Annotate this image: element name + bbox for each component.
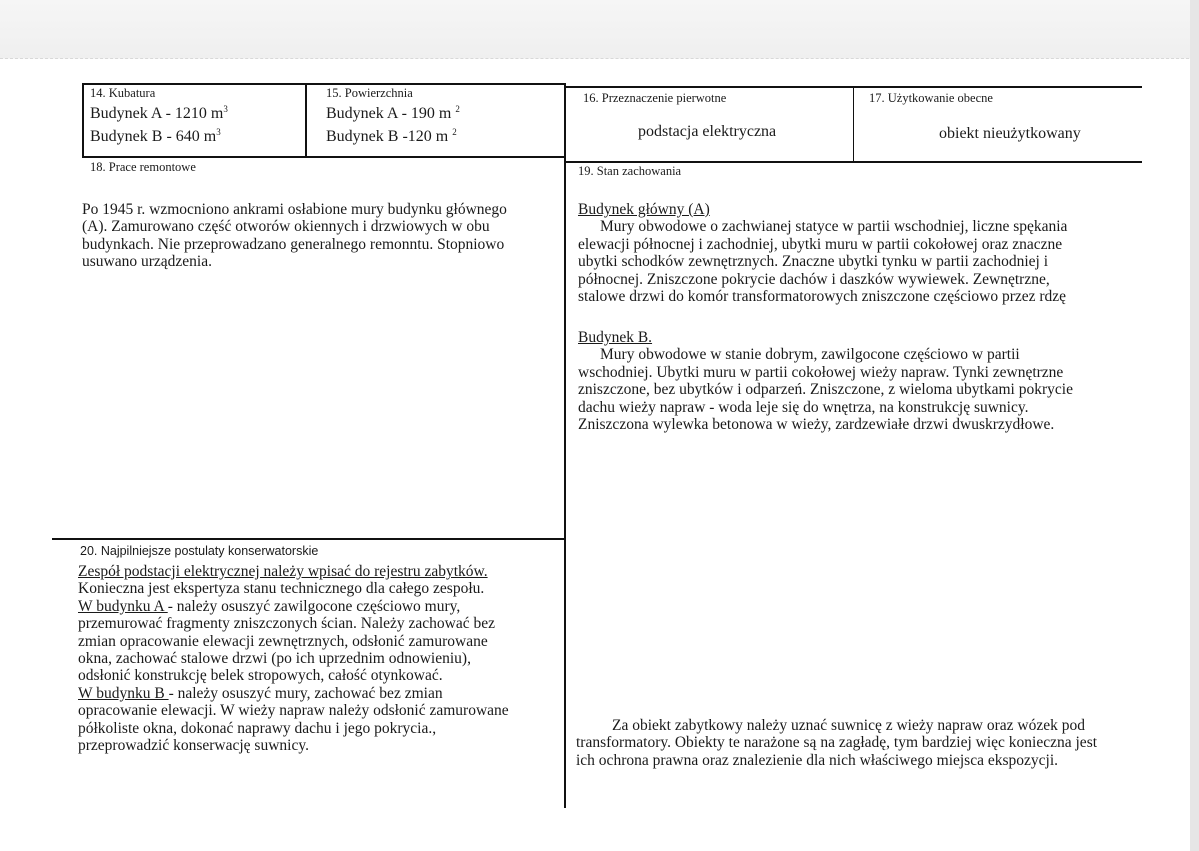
rule-top-right: [566, 86, 1142, 88]
field-20-a-line: odsłonić konstrukcję belek stropowych, całość otynkować.: [78, 667, 443, 685]
building-b-line: Zniszczona wylewka betonowa w wieży, zardzewiałe drzwi dwuskrzydłowe.: [578, 416, 1055, 434]
building-a-line: północnej. Zniszczone pokrycie dachów i daszków wywiewek. Zewnętrzne,: [578, 270, 1050, 288]
field-17-label: 17. Użytkowanie obecne: [869, 91, 993, 105]
field-20-postulaty: [80, 544, 560, 559]
field-15-powierzchnia: [326, 86, 562, 146]
rule-top-left: [82, 83, 566, 85]
rule-lower-left: [52, 538, 566, 540]
building-b-heading: Budynek B.: [578, 329, 653, 346]
field-18-label: 18. Prace remontowe: [90, 160, 196, 174]
rule-mid-right: [566, 161, 1142, 163]
field-15-line-2: Budynek B -120 m: [326, 128, 449, 145]
building-b-line: dachu wieży napraw - woda leje się do wnętrza, na konstrukcję suwnicy.: [578, 398, 1029, 416]
field-14-line-2: Budynek B - 640 m: [90, 128, 217, 145]
building-a-line: Mury obwodowe o zachwianej statyce w partii wschodniej, liczne spękania: [600, 218, 1068, 236]
field-20-heading: Zespół podstacji elektrycznej należy wpisać do rejestru zabytków.: [78, 563, 488, 580]
field-19-label: 19. Stan zachowania: [578, 164, 682, 178]
building-a-line: elewacji północnej i zachodniej, ubytki muru w partii cokołowej oraz znaczne: [578, 235, 1063, 253]
field-17-uzytkowanie: [869, 91, 1137, 143]
field-16-label: 16. Przeznaczenie pierwotne: [583, 91, 727, 105]
field-14-value: [90, 100, 302, 146]
field-19-building-b: [578, 329, 1138, 433]
field-18-line: budynkach. Nie przeprowadzano generalnego remonntu. Stopniowo: [82, 235, 505, 253]
building-b-line: Mury obwodowe w stanie dobrym, zawilgocone częściowo w partii: [600, 346, 1020, 364]
scan-right-edge: [1190, 0, 1199, 851]
field-14-sup-2: 3: [216, 127, 221, 137]
field-15-label: 15. Powierzchnia: [326, 86, 413, 100]
closing-note: [576, 717, 1142, 769]
field-16-value: podstacja elektryczna: [638, 123, 777, 140]
field-20-text: [78, 563, 562, 754]
rule-left-outer: [82, 83, 84, 158]
rule-mid-left: [82, 156, 566, 158]
field-18-line: usuwano urządzenia.: [82, 253, 212, 271]
field-14-kubatura: [90, 86, 302, 146]
field-20-b-line: przeprowadzić konserwację suwnicy.: [78, 737, 309, 755]
field-15-sup-2: 2: [452, 127, 457, 137]
building-a-line: stalowe drzwi do komór transformatorowych zniszczone częściowo przez rdzę: [578, 288, 1067, 306]
field-20-line: Konieczna jest ekspertyza stanu technicznego dla całego zespołu.: [78, 580, 485, 598]
field-18-prace-remontowe: [90, 160, 560, 174]
building-a-line: ubytki schodków zewnętrznych. Znaczne ubytki tynku w partii zachodniej i: [578, 253, 1049, 271]
field-18-line: (A). Zamurowano część otworów okiennych i drzwiowych w obu: [82, 218, 490, 236]
closing-note-line: Za obiekt zabytkowy należy uznać suwnicę z wieży napraw oraz wózek pod: [612, 717, 1085, 734]
field-20-a-lead: W budynku A: [78, 597, 168, 615]
building-b-line: zniszczone, bez ubytków i odparzeń. Zniszczone, z wieloma ubytkami pokrycie: [578, 381, 1073, 399]
field-14-label: 14. Kubatura: [90, 86, 156, 100]
field-17-value: obiekt nieużytkowany: [939, 125, 1081, 142]
building-a-heading: Budynek główny (A): [578, 201, 710, 218]
field-18-line: Po 1945 r. wzmocniono ankrami osłabione mury budynku głównego: [82, 201, 507, 218]
rule-col-14-15: [305, 83, 307, 158]
field-15-value: [326, 100, 562, 146]
field-15-sup-1: 2: [455, 104, 460, 114]
field-20-b-lead: W budynku B: [78, 684, 169, 702]
field-14-sup-1: 3: [223, 104, 228, 114]
field-15-line-1: Budynek A - 190 m: [326, 105, 452, 122]
rule-col-16-17: [853, 86, 854, 162]
rule-center: [564, 83, 566, 808]
field-14-line-1: Budynek A - 1210 m: [90, 105, 224, 122]
field-20-a-line: - należy osuszyć zawilgocone częściowo mury,: [167, 597, 461, 615]
field-18-text: [82, 201, 562, 271]
closing-note-line: ich ochrona prawna oraz znalezienie dla nich właściwego miejsca ekspozycji.: [576, 751, 1059, 769]
field-20-b-line: półkoliste okna, dokonać naprawy dachu i jego pokrycia.,: [78, 719, 437, 737]
scan-top-band: [0, 0, 1199, 59]
field-20-label: 20. Najpilniejsze postulaty konserwatorskie: [80, 544, 319, 558]
field-20-a-line: zmian opracowanie elewacji zewnętrznych, odsłonić zamurowane: [78, 632, 488, 650]
field-20-a-line: przemurować fragmenty zniszczonych ścian. Należy zachować bez: [78, 615, 495, 633]
field-16-przeznaczenie: [583, 91, 849, 141]
field-20-b-line: - należy osuszyć mury, zachować bez zmian: [168, 684, 443, 702]
building-b-line: wschodniej. Ubytki muru w partii cokołowej wieży napraw. Tynki zewnętrzne: [578, 363, 1064, 381]
field-20-a-line: okna, zachować stalowe drzwi (po ich uprzednim odnowieniu),: [78, 650, 471, 668]
field-19-stan-zachowania: [578, 164, 1138, 178]
field-19-building-a: [578, 201, 1138, 305]
closing-note-line: transformatory. Obiekty te narażone są na zagładę, tym bardziej więc konieczna jest: [576, 734, 1098, 752]
field-20-b-line: opracowanie elewacji. W wieży napraw należy odsłonić zamurowane: [78, 702, 509, 720]
